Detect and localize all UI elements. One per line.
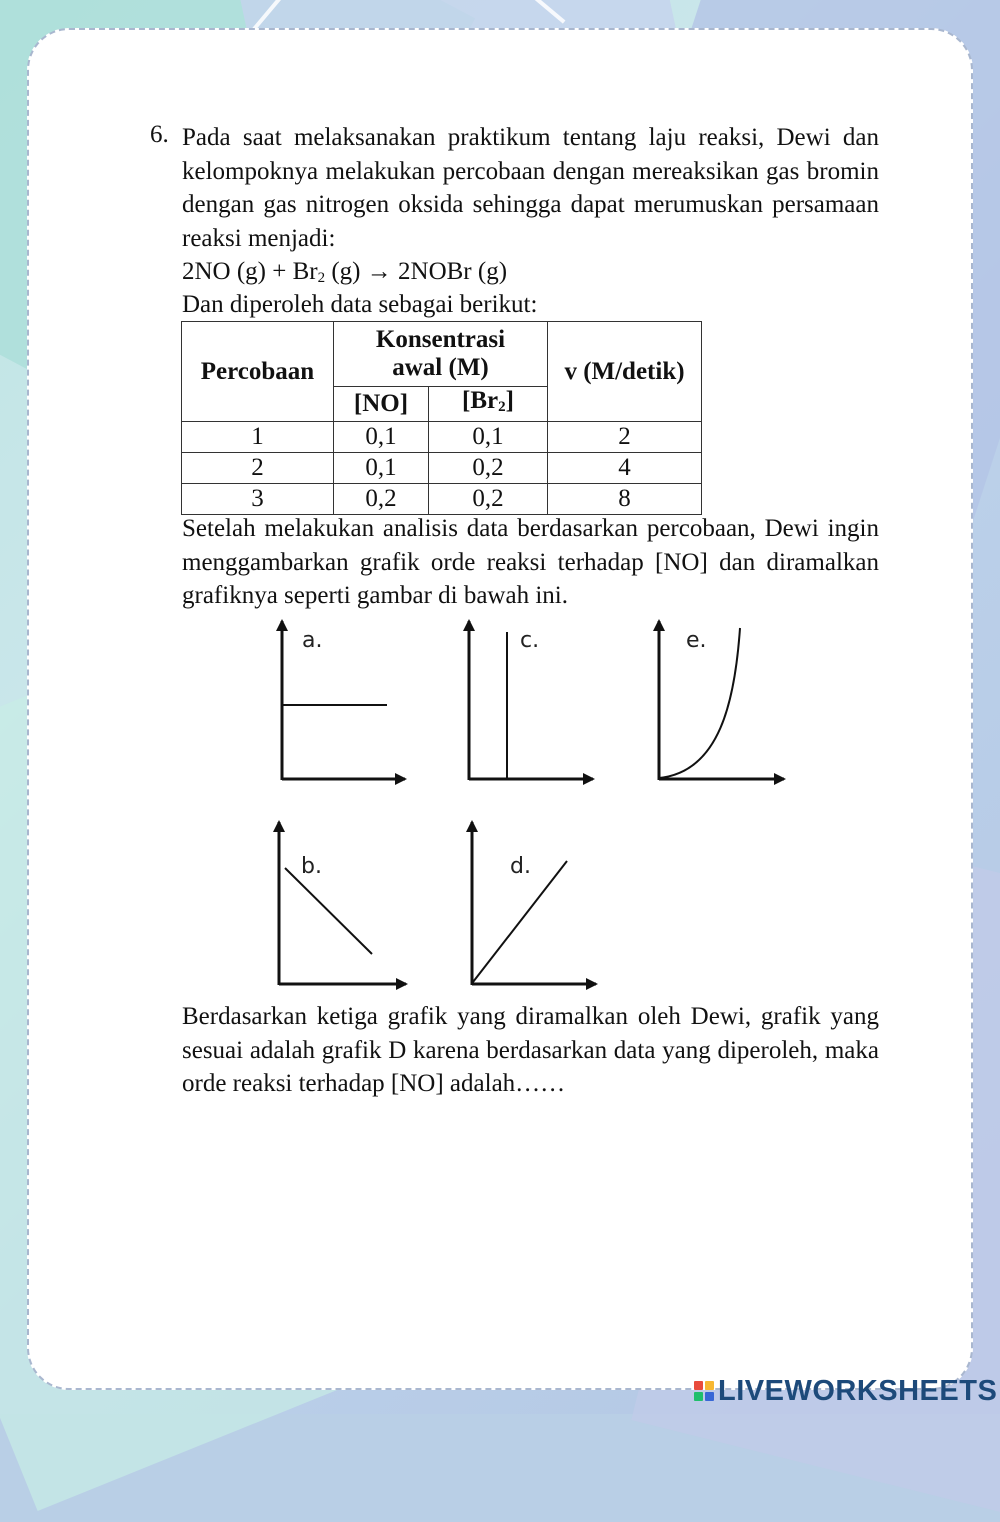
cell-v: 8 — [548, 484, 702, 515]
cell-v: 2 — [548, 422, 702, 453]
header-percobaan: Percobaan — [182, 322, 334, 422]
cell-no: 0,2 — [334, 484, 429, 515]
cell-br2: 0,1 — [429, 422, 548, 453]
header-konsentrasi: Konsentrasi awal (M) — [334, 322, 548, 387]
conclusion-text: Berdasarkan ketiga grafik yang diramalkan oleh Dewi, grafik yang sesuai adalah grafik D karena berdasarkan data yang diperoleh, maka orde reaksi terhadap [NO] adalah…… — [182, 1003, 879, 1097]
logo-icon — [694, 1381, 714, 1401]
reaction-equation: 2NO $(g) + Br_2$ (g) → 2NOBr (g) — [182, 258, 508, 286]
cell-percobaan: 2 — [182, 453, 334, 484]
question-number: 6. — [150, 121, 169, 148]
question-intro: Pada saat melaksanakan praktikum tentang laju reaksi, Dewi dan kelompoknya melakukan percobaan dengan mereaksikan gas bromin dengan gas nitrogen oksida sehingga dapat merumuskan persamaan reaksi menjadi: — [182, 124, 879, 252]
graph-a-label: a. — [302, 628, 323, 653]
cell-v: 4 — [548, 453, 702, 484]
graph-b-label: b. — [301, 854, 322, 879]
cell-no: 0,1 — [334, 422, 429, 453]
analysis-text: Setelah melakukan analisis data berdasarkan percobaan, Dewi ingin menggambarkan grafik orde reaksi terhadap [NO] dan diramalkan grafiknya seperti gambar di bawah ini. — [182, 515, 879, 609]
data-intro: Dan diperoleh data sebagai berikut: — [182, 291, 538, 318]
graph-a — [282, 621, 405, 780]
graph-e — [659, 621, 784, 780]
header-v: v (M/detik) — [548, 322, 702, 422]
header-br2: $[Br_2]$ — [429, 387, 548, 422]
cell-br2: 0,2 — [429, 484, 548, 515]
cell-no: 0,1 — [334, 453, 429, 484]
graph-d-label: d. — [510, 854, 531, 879]
graph-c-label: c. — [520, 628, 540, 653]
cell-br2: 0,2 — [429, 453, 548, 484]
graph-d — [472, 822, 596, 985]
graph-e-label: e. — [686, 628, 707, 653]
graph-c — [469, 621, 593, 780]
cell-percobaan: 1 — [182, 422, 334, 453]
liveworksheets-logo — [694, 1376, 997, 1406]
cell-percobaan: 3 — [182, 484, 334, 515]
brand-name: LIVEWORKSHEETS — [718, 1374, 998, 1407]
header-no: [NO] — [334, 387, 429, 422]
graph-b — [279, 822, 406, 985]
